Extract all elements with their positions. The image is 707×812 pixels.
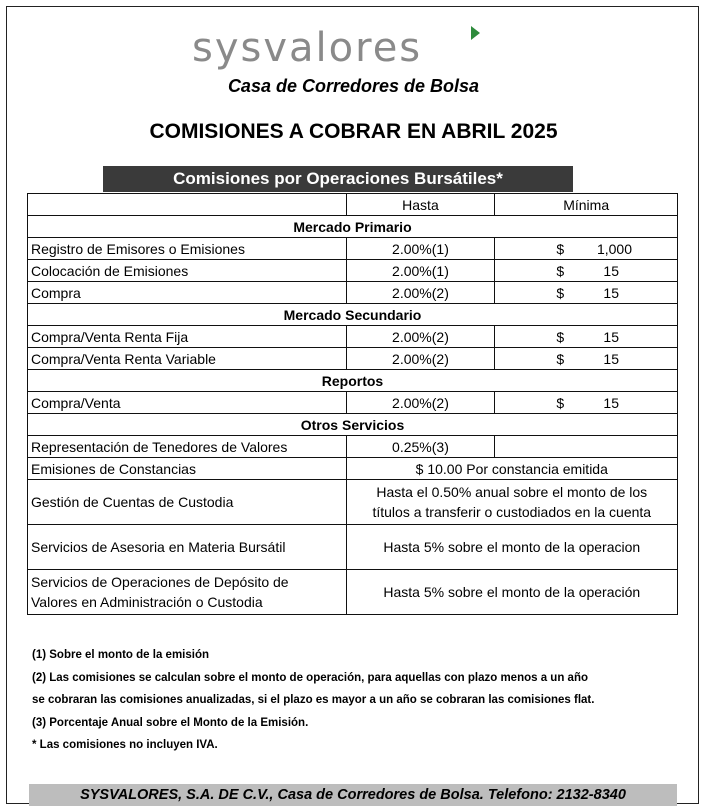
min-value: 15	[603, 284, 619, 301]
row-description: $ 10.00 Por constancia emitida	[346, 458, 677, 480]
row-name: Representación de Tenedores de Valores	[28, 436, 347, 458]
currency: $	[556, 284, 565, 301]
min-value: 1,000	[596, 240, 632, 257]
row-max: 2.00%(2)	[346, 282, 495, 304]
row-min	[495, 436, 678, 458]
row-min	[495, 282, 678, 304]
row-max: 2.00%(2)	[346, 326, 495, 348]
group-row	[28, 370, 678, 392]
row-name: Emisiones de Constancias	[28, 458, 347, 480]
row-max: 0.25%(3)	[346, 436, 495, 458]
row-max: 2.00%(2)	[346, 392, 495, 414]
row-description: Hasta 5% sobre el monto de la operación	[346, 570, 677, 615]
group-row	[28, 216, 678, 238]
description-line: títulos a transferir o custodiados en la cuenta	[372, 504, 652, 520]
footer-contact: SYSVALORES, S.A. DE C.V., Casa de Corredores de Bolsa. Telefono: 2132-8340	[29, 784, 677, 806]
row-name: Gestión de Cuentas de Custodia	[28, 480, 347, 525]
name-line: Servicios de Operaciones de Depósito de	[31, 574, 289, 590]
row-min	[495, 392, 678, 414]
row-name: Registro de Emisores o Emisiones	[28, 238, 347, 260]
table-row	[28, 326, 678, 348]
row-min	[495, 348, 678, 370]
row-max: 2.00%(2)	[346, 348, 495, 370]
footnote: se cobraran las comisiones anualizadas, si el plazo es mayor a un año se cobraran las comisiones flat.	[32, 694, 595, 706]
group-row	[28, 414, 678, 436]
page-title: COMISIONES A COBRAR EN ABRIL 2025	[149, 120, 558, 143]
row-min	[495, 260, 678, 282]
table-row	[28, 238, 678, 260]
logo-mark-icon	[471, 26, 480, 40]
header-max: Hasta	[346, 194, 495, 216]
name-line: Valores en Administración o Custodia	[31, 594, 263, 610]
currency: $	[556, 262, 565, 279]
table-row	[28, 480, 678, 525]
footnotes	[32, 644, 672, 757]
row-name	[28, 570, 347, 615]
footnote: (2) Las comisiones se calculan sobre el monto de operación, para aquellas con plazo menos a un año	[32, 671, 588, 684]
min-value: 15	[603, 350, 619, 367]
table-row	[28, 282, 678, 304]
section-banner: Comisiones por Operaciones Bursátiles*	[103, 166, 573, 192]
description-line: Hasta el 0.50% anual sobre el monto de los	[376, 484, 648, 500]
row-name: Compra/Venta	[28, 392, 347, 414]
row-max: 2.00%(1)	[346, 260, 495, 282]
group-label: Mercado Primario	[28, 216, 678, 238]
row-name: Compra	[28, 282, 347, 304]
row-name: Compra/Venta Renta Fija	[28, 326, 347, 348]
min-value: 15	[603, 262, 619, 279]
header-min: Mínima	[495, 194, 678, 216]
footnote: * Las comisiones no incluyen IVA.	[32, 739, 218, 751]
currency: $	[556, 240, 565, 257]
table-row	[28, 570, 678, 615]
group-label: Mercado Secundario	[28, 304, 678, 326]
group-row	[28, 304, 678, 326]
row-name: Compra/Venta Renta Variable	[28, 348, 347, 370]
row-description	[346, 480, 677, 525]
header-empty-cell	[28, 194, 347, 216]
row-description: Hasta 5% sobre el monto de la operacion	[346, 525, 677, 570]
row-name: Colocación de Emisiones	[28, 260, 347, 282]
table-row	[28, 392, 678, 414]
table-row	[28, 348, 678, 370]
currency: $	[556, 328, 565, 345]
row-name: Servicios de Asesoria en Materia Bursátil	[28, 525, 347, 570]
subtitle: Casa de Corredores de Bolsa	[227, 76, 480, 96]
table-header-row	[28, 194, 678, 216]
currency: $	[556, 350, 565, 367]
min-value: 15	[603, 394, 619, 411]
currency: $	[556, 394, 565, 411]
row-max: 2.00%(1)	[346, 238, 495, 260]
table-row	[28, 525, 678, 570]
row-min	[495, 326, 678, 348]
footnote: (1) Sobre el monto de la emisión	[32, 649, 210, 661]
table-row	[28, 458, 678, 480]
min-value: 15	[603, 328, 619, 345]
group-label: Otros Servicios	[28, 414, 678, 436]
table-row	[28, 260, 678, 282]
fees-table	[27, 193, 678, 615]
table-row	[28, 436, 678, 458]
logo: sysvalores	[192, 25, 423, 71]
group-label: Reportos	[28, 370, 678, 392]
row-min	[495, 238, 678, 260]
footnote: (3) Porcentaje Anual sobre el Monto de la Emisión.	[32, 716, 309, 729]
